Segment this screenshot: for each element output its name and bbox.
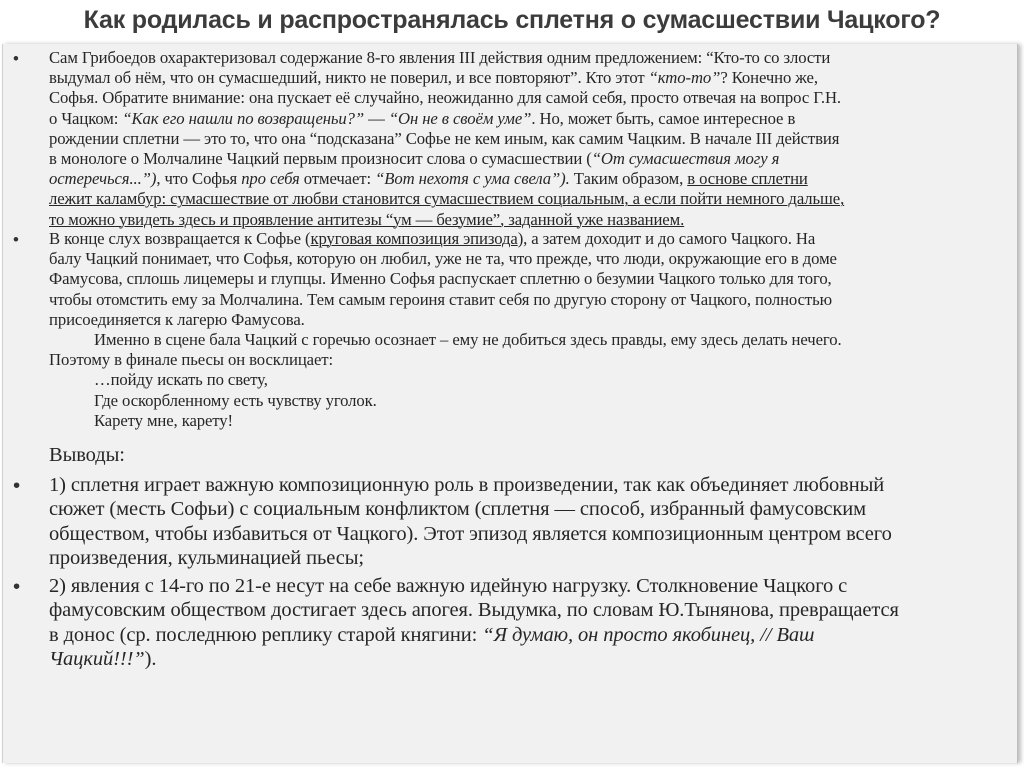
text-line: то можно увидеть здесь и проявление антитезы “ум — безумие”, заданной уже названием. [49, 209, 685, 229]
text-line: выдумал об нём, что он сумасшедший, никто не поверил, и все повторяют”. Кто этот “кто-то”? Конечно же, [49, 68, 818, 88]
text-line: Софья. Обратите внимание: она пускает её случайно, неожиданно для самой себя, просто отвечая на вопрос Г.Н. [49, 88, 841, 108]
content-panel [2, 44, 1018, 763]
text-line: Фамусова, сплошь лицемеры и глупцы. Именно Софья распускает сплетню о безумии Чацкого только для того, [49, 269, 832, 289]
verse-line: Где оскорбленному есть чувству уголок. [94, 390, 377, 410]
slide-title: Как родилась и распространялась сплетня о сумасшествии Чацкого? [83, 6, 941, 34]
text-line: лежит каламбур: сумасшествие от любви становится сумасшествием социальным, а если пойти немного дальше, [49, 189, 845, 209]
conclusion-2 [49, 574, 969, 672]
text-line: произведения, кульминацией пьесы; [49, 547, 365, 570]
text-line: фамусовским обществом достигает здесь апогея. Выдумка, по словам Ю.Тынянова, превращается [49, 599, 899, 622]
conclusion-1 [49, 473, 969, 571]
text-line: 1) сплетня играет важную композиционную роль в произведении, так как объединяет любовный [49, 474, 885, 496]
text-line: 2) явления с 14-го по 21-е несут на себе важную идейную нагрузку. Столкновение Чацкого с [49, 575, 848, 597]
text-line: присоединяется к лагерю Фамусова. [49, 309, 305, 329]
text-line: остеречься...”), что Софья про себя отмечает: “Вот нехотя с ума свела”). Таким образом, в основе сплетни [49, 169, 808, 189]
text-line: Сам Грибоедов охарактеризовал содержание 8-го явления III действия одним предложением: “Кто-то со злости [49, 48, 831, 67]
text-line: Именно в сцене бала Чацкий с горечью осознает – ему не добиться здесь правды, ему здесь делать нечего. [94, 330, 842, 350]
paragraph-gossip-return [49, 229, 969, 431]
bullet-marker: • [13, 230, 19, 249]
bullet-marker: • [13, 575, 21, 598]
text-line: Чацкий!!!”). [49, 648, 157, 671]
verse-line: Карету мне, карету! [94, 410, 233, 430]
text-line: Поэтому в финале пьесы он восклицает: [49, 350, 333, 370]
conclusions-heading: Выводы: [49, 444, 125, 466]
text-line: чтобы отомстить ему за Молчалина. Тем самым героиня ставит себя по другую сторону от Чацкого, полностью [49, 289, 832, 309]
text-line: рождении сплетни — это то, что она “подсказана” Софье не кем иным, как самим Чацким. В начале III действия [49, 128, 840, 148]
text-line: в монологе о Молчалине Чацкий первым произносит слова о сумасшествии (“От сумасшествия могу я [49, 149, 780, 169]
text-line: балу Чацкий понимает, что Софья, которую он любил, уже не та, что прежде, что люди, окружающие его в доме [49, 249, 837, 269]
text-line: о Чацком: “Как его нашли по возвращеньи?” — “Он не в своём уме”. Но, может быть, самое интересное в [49, 108, 796, 128]
paragraph-gossip-origin [49, 48, 969, 230]
bullet-marker: • [13, 474, 21, 497]
text-line: сюжет (месть Софьи) с социальным конфликтом (сплетня — способ, избранный фамусовским [49, 498, 867, 521]
bullet-marker: • [13, 49, 19, 68]
verse-line: …пойду искать по свету, [94, 370, 268, 390]
text-line: обществом, чтобы избавиться от Чацкого). Этот эпизод является композиционным центром всего [49, 522, 892, 545]
text-line: в донос (ср. последнюю реплику старой княгини: “Я думаю, он просто якобинец, // Ваш [49, 623, 815, 646]
text-line: В конце слух возвращается к Софье (круговая композиция эпизода), а затем доходит и до самого Чацкого. На [49, 229, 816, 248]
